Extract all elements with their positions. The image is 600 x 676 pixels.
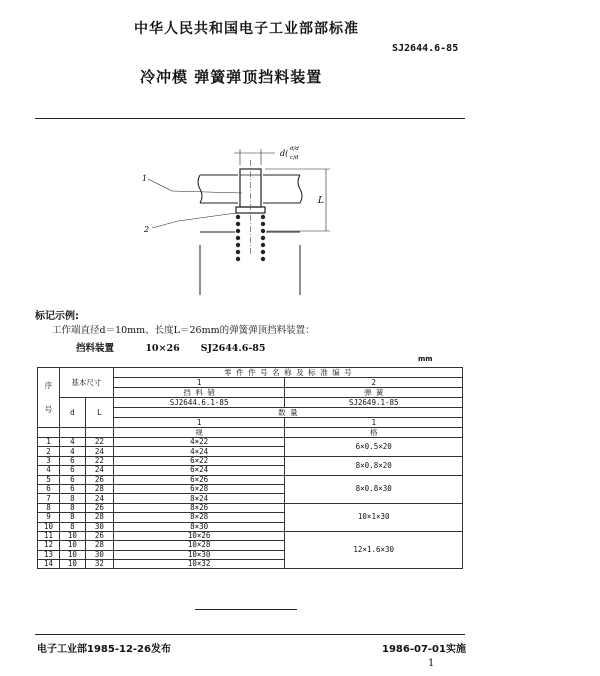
row-pin-spec: 4×24 xyxy=(113,447,285,456)
row-d: 10 xyxy=(59,560,85,569)
col-parts-header: 零 件 件 号 名 称 及 标 准 编 号 xyxy=(113,368,462,378)
row-pin-spec: 6×26 xyxy=(113,475,285,484)
row-d: 8 xyxy=(59,513,85,522)
part1-no: 1 xyxy=(113,378,285,388)
bottom-divider xyxy=(35,634,465,635)
col-L-header: L xyxy=(85,398,113,428)
table-row xyxy=(38,475,463,484)
row-no: 14 xyxy=(38,560,60,569)
row-L: 24 xyxy=(85,466,113,475)
row-d: 10 xyxy=(59,541,85,550)
effective-date: 1986-07-01实施 xyxy=(382,644,466,655)
standard-number: SJ2644.6-85 xyxy=(392,43,459,54)
qty-part1: 1 xyxy=(113,418,285,428)
assembly-drawing xyxy=(130,135,360,295)
row-L: 28 xyxy=(85,484,113,493)
row-d: 8 xyxy=(59,522,85,531)
dim-L-label: L xyxy=(318,196,324,206)
top-divider xyxy=(35,118,465,119)
row-pin-spec: 8×24 xyxy=(113,494,285,503)
row-pin-spec: 8×26 xyxy=(113,503,285,512)
callout-2: 2 xyxy=(144,225,150,234)
unit-label: mm xyxy=(418,355,433,363)
row-L: 28 xyxy=(85,513,113,522)
spring-spec: 10×1×30 xyxy=(285,503,463,531)
spec-label-2: 格 xyxy=(285,428,463,438)
row-L: 26 xyxy=(85,503,113,512)
row-d: 6 xyxy=(59,475,85,484)
page-title: 冷冲模 弹簧弹顶挡料装置 xyxy=(140,68,323,86)
row-d: 6 xyxy=(59,484,85,493)
row-L: 22 xyxy=(85,456,113,465)
spring-spec: 12×1.6×30 xyxy=(285,531,463,569)
row-L: 28 xyxy=(85,541,113,550)
part1-standard: SJ2644.6.1-85 xyxy=(113,398,285,408)
part1-name: 挡 料 销 xyxy=(113,388,285,398)
row-pin-spec: 10×30 xyxy=(113,550,285,559)
row-d: 10 xyxy=(59,550,85,559)
col-d-header: d xyxy=(59,398,85,428)
spec-label-1: 规 xyxy=(113,428,285,438)
row-L: 26 xyxy=(85,531,113,540)
row-no: 5 xyxy=(38,475,60,484)
example-heading: 标记示例: xyxy=(35,311,79,322)
row-L: 24 xyxy=(85,447,113,456)
row-d: 10 xyxy=(59,531,85,540)
spring-spec: 6×0.5×20 xyxy=(285,438,463,457)
row-no: 2 xyxy=(38,447,60,456)
row-no: 6 xyxy=(38,484,60,493)
table-row xyxy=(38,456,463,465)
qty-label: 数 量 xyxy=(113,408,462,418)
callout-1: 1 xyxy=(142,174,148,183)
spec-table xyxy=(37,367,463,569)
row-pin-spec: 8×28 xyxy=(113,513,285,522)
table-row xyxy=(38,438,463,447)
tolerance-lower: c/d xyxy=(290,155,299,161)
end-rule xyxy=(195,609,297,610)
row-no: 8 xyxy=(38,503,60,512)
part2-no: 2 xyxy=(285,378,463,388)
designation-name: 挡料装置 xyxy=(76,343,115,354)
row-L: 30 xyxy=(85,550,113,559)
row-d: 6 xyxy=(59,456,85,465)
row-pin-spec: 10×32 xyxy=(113,560,285,569)
row-no: 4 xyxy=(38,466,60,475)
col-basic-header: 基本尺寸 xyxy=(59,368,113,398)
table-row xyxy=(38,531,463,540)
row-d: 8 xyxy=(59,503,85,512)
row-pin-spec: 10×26 xyxy=(113,531,285,540)
example-description: 工作端直径d＝10mm、长度L＝26mm的弹簧弹顶挡料装置： xyxy=(52,325,315,336)
row-L: 24 xyxy=(85,494,113,503)
col-seq-header: 序 号 xyxy=(38,368,60,428)
row-pin-spec: 4×22 xyxy=(113,438,285,447)
page-number: 1 xyxy=(428,658,435,669)
spec-spacer xyxy=(59,428,85,438)
row-d: 6 xyxy=(59,466,85,475)
example-designation xyxy=(76,340,266,354)
part2-name: 弹 簧 xyxy=(285,388,463,398)
row-no: 1 xyxy=(38,438,60,447)
spring-spec: 8×0.8×30 xyxy=(285,475,463,503)
row-d: 4 xyxy=(59,447,85,456)
row-L: 32 xyxy=(85,560,113,569)
row-no: 13 xyxy=(38,550,60,559)
row-no: 7 xyxy=(38,494,60,503)
row-d: 8 xyxy=(59,494,85,503)
row-pin-spec: 8×30 xyxy=(113,522,285,531)
org-standard-title: 中华人民共和国电子工业部部标准 xyxy=(134,21,359,37)
row-L: 30 xyxy=(85,522,113,531)
designation-standard: SJ2644.6-85 xyxy=(200,343,266,354)
row-no: 3 xyxy=(38,456,60,465)
spec-spacer xyxy=(38,428,60,438)
row-no: 11 xyxy=(38,531,60,540)
issue-date: 电子工业部1985-12-26发布 xyxy=(37,644,171,655)
row-L: 22 xyxy=(85,438,113,447)
part2-standard: SJ2649.1-85 xyxy=(285,398,463,408)
row-d: 4 xyxy=(59,438,85,447)
row-pin-spec: 6×24 xyxy=(113,466,285,475)
row-pin-spec: 10×28 xyxy=(113,541,285,550)
spring-spec: 8×0.8×20 xyxy=(285,456,463,475)
designation-size: 10×26 xyxy=(145,343,180,354)
row-no: 10 xyxy=(38,522,60,531)
qty-part2: 1 xyxy=(285,418,463,428)
row-L: 26 xyxy=(85,475,113,484)
row-no: 12 xyxy=(38,541,60,550)
tolerance-upper: d/d xyxy=(290,146,299,152)
table-row xyxy=(38,503,463,512)
row-pin-spec: 6×28 xyxy=(113,484,285,493)
spec-spacer xyxy=(85,428,113,438)
row-pin-spec: 6×22 xyxy=(113,456,285,465)
dim-d-label: d( xyxy=(280,149,289,158)
row-no: 9 xyxy=(38,513,60,522)
